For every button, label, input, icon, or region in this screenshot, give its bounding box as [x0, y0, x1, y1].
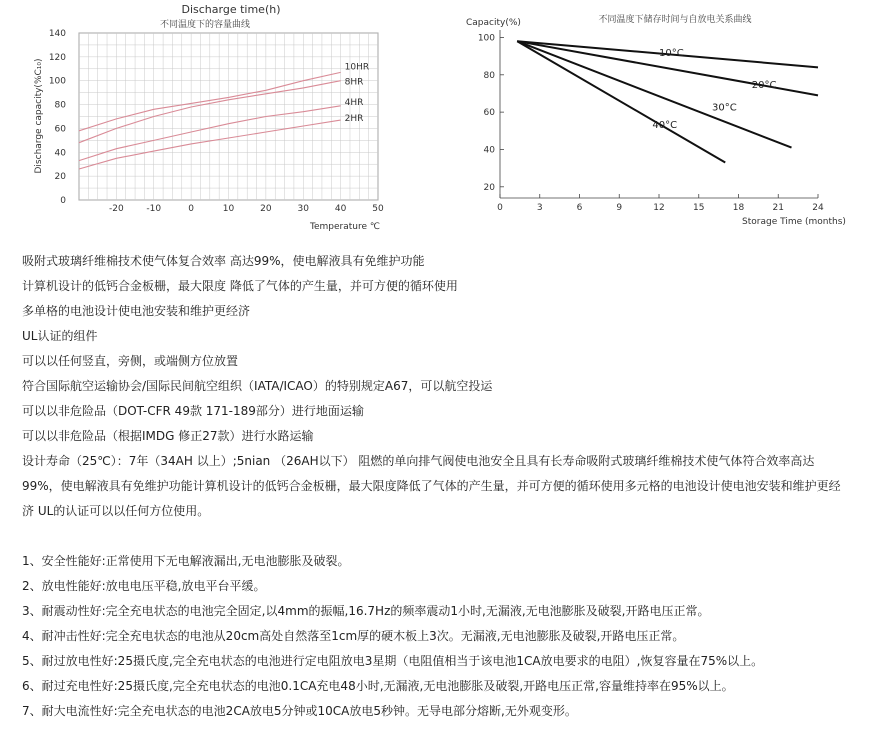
charts-figure [0, 0, 872, 245]
chart2-x-tick: 6 [576, 203, 583, 213]
feature-item: 吸附式玻璃纤维棉技术使气体复合效率 高达99%，使电解液具有免维护功能 [22, 254, 425, 268]
chart2-x-tick: 0 [497, 203, 503, 213]
chart1-x-tick: 10 [222, 204, 235, 214]
chart2-y-axis-label: Capacity(%) [466, 18, 521, 28]
chart2-series-line [517, 41, 791, 147]
chart1-x-tick: 50 [372, 204, 384, 214]
chart1-x-tick: 30 [297, 204, 309, 214]
chart2-x-tick: 15 [693, 203, 705, 213]
chart1-partial-title: Discharge time(h) [181, 3, 281, 16]
performance-item: 5、耐过放电性好:25摄氏度,完全充电状态的电池进行定电阻放电3星期（电阻值相当于该电池1CA放电要求的电阻）,恢复容量在75%以上。 [22, 654, 764, 668]
chart2-x-tick: 12 [653, 203, 665, 213]
chart2-y-tick: 100 [477, 33, 495, 44]
chart1-x-tick: 0 [188, 204, 194, 214]
feature-item: 计算机设计的低钙合金板栅，最大限度 降低了气体的产生量，并可方便的循环使用 [22, 279, 458, 293]
chart1-y-axis-label: Discharge capacity(%C₁₀) [34, 58, 44, 174]
chart2-series-label: 30°C [712, 102, 737, 114]
chart1-x-tick: -10 [146, 204, 162, 214]
chart1-series-label: 2HR [344, 114, 364, 125]
chart2-y-tick: 40 [483, 145, 495, 156]
feature-item: 可以以任何竖直，旁侧，或端侧方位放置 [22, 354, 239, 368]
chart1-x-tick: -20 [109, 204, 124, 214]
performance-item: 3、耐震动性好:完全充电状态的电池完全固定,以4mm的振幅,16.7Hz的频率震动1小时,无漏液,无电池膨胀及破裂,开路电压正常。 [22, 604, 710, 618]
chart1-series-label: 8HR [344, 77, 364, 88]
chart2-x-tick: 21 [772, 203, 784, 213]
chart1-series-label: 10HR [344, 62, 370, 73]
chart1-y-tick: 100 [48, 76, 66, 87]
chart1-y-tick: 60 [54, 124, 66, 135]
chart1-y-tick: 40 [54, 148, 66, 159]
chart2-y-tick: 20 [483, 182, 495, 193]
performance-item: 6、耐过充电性好:25摄氏度,完全充电状态的电池0.1CA充电48小时,无漏液,无电池膨胀及破裂,开路电压正常,容量维持率在95%以上。 [22, 679, 734, 693]
chart2-series-label: 40°C [652, 120, 678, 131]
chart2-x-axis-label: Storage Time (months) [742, 217, 846, 227]
performance-item: 2、放电性能好:放电电压平稳,放电平台平缓。 [22, 579, 266, 593]
capacity-temperature-chart [34, 3, 384, 232]
chart1-y-tick: 120 [48, 52, 66, 63]
feature-item: 多单格的电池设计使电池安装和维护更经济 [22, 304, 251, 318]
performance-item: 4、耐冲击性好:完全充电状态的电池从20cm高处自然落至1cm厚的硬木板上3次。无漏液,无电池膨胀及破裂,开路电压正常。 [22, 629, 685, 643]
chart2-title: 不同温度下储存时间与自放电关系曲线 [598, 15, 752, 25]
chart1-y-tick: 140 [48, 29, 66, 39]
feature-item: 符合国际航空运输协会/国际民间航空组织（IATA/ICAO）的特别规定A67，可以航空投运 [22, 379, 493, 393]
performance-item: 7、耐大电流性好:完全充电状态的电池2CA放电5分钟或10CA放电5秒钟。无导电部分熔断,无外观变形。 [22, 704, 577, 718]
chart1-title: 不同温度下的容量曲线 [159, 20, 251, 30]
feature-item: 可以以非危险品（DOT-CFR 49款 171-189部分）进行地面运输 [22, 404, 364, 418]
feature-item: UL认证的组件 [22, 329, 98, 343]
chart2-series-label: 10°C [659, 48, 684, 60]
chart2-x-tick: 18 [732, 203, 745, 213]
chart2-y-tick: 80 [483, 70, 495, 81]
chart1-x-tick: 20 [260, 204, 272, 214]
chart1-x-axis-label: Temperature ℃ [310, 222, 380, 232]
chart1-y-tick: 20 [54, 172, 66, 183]
performance-item: 1、安全性能好:正常使用下无电解液漏出,无电池膨胀及破裂。 [22, 554, 350, 568]
chart2-x-tick: 3 [536, 203, 543, 213]
chart1-y-tick: 0 [60, 196, 66, 206]
chart2-x-tick: 24 [812, 203, 824, 213]
chart1-series-label: 4HR [344, 97, 364, 108]
summary-paragraph: 设计寿命（25℃）：7年（34AH 以上）;5nian （26AH以下） 阻燃的单向排气阀使电池安全且具有长寿命吸附式玻璃纤维棉技术使气体符合效率高达99%，使电解液具有免维护功能计算机设计的低钙合金板栅，最大限度降低了气体的产生量，并可方便的循环使用多元格的电池设计使电池安装和维护更经济 UL的认证可以以任何方位使用。 [22, 454, 841, 518]
chart2-y-tick: 60 [483, 108, 495, 119]
feature-item: 可以以非危险品（根据IMDG 修正27款）进行水路运输 [22, 429, 314, 443]
chart2-x-tick: 9 [616, 203, 623, 213]
chart1-y-tick: 80 [54, 100, 66, 111]
storage-self-discharge-chart [466, 13, 846, 227]
chart2-series-label: 20°C [751, 79, 777, 91]
chart1-x-tick: 40 [334, 204, 347, 214]
